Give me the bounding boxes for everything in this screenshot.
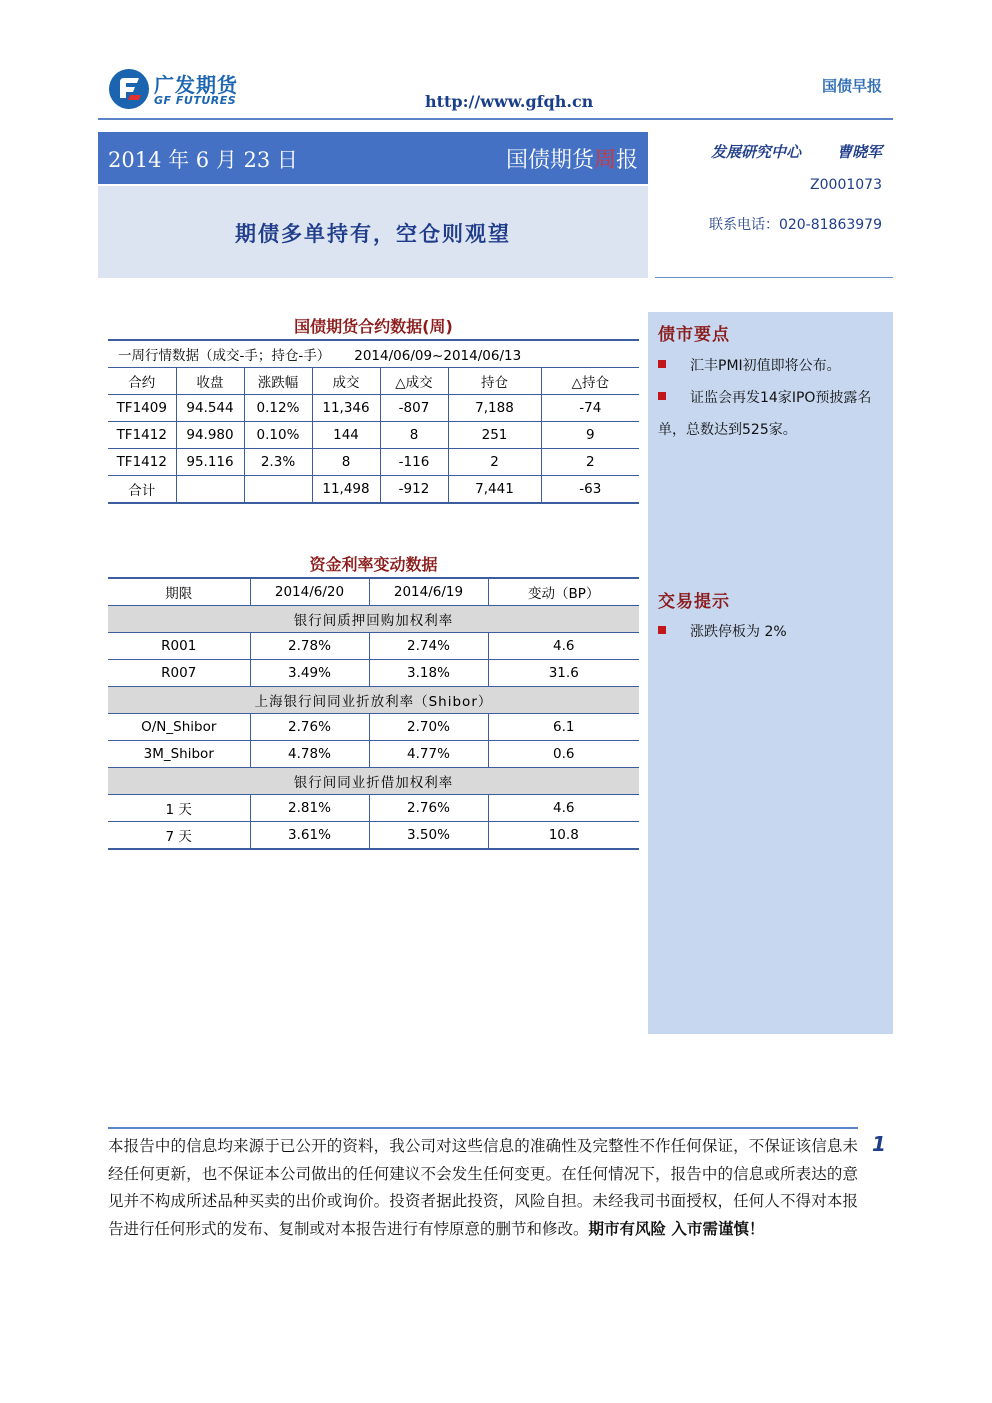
table-cell: 31.6 — [488, 660, 639, 687]
header-cell: 合约 — [108, 368, 176, 395]
table-cell: TF1412 — [108, 449, 176, 476]
table-cell: 11,346 — [312, 395, 380, 422]
page-number: 1 — [872, 1132, 886, 1156]
date-band — [98, 132, 648, 184]
table-cell: 2.74% — [369, 633, 488, 660]
table-cell: 94.980 — [176, 422, 244, 449]
table-cell: -116 — [380, 449, 448, 476]
header-cell: 涨跌幅 — [244, 368, 312, 395]
table-cell: -807 — [380, 395, 448, 422]
red-square-bullet-icon — [658, 626, 666, 634]
table-cell: R007 — [108, 660, 250, 687]
table-cell: 3.50% — [369, 822, 488, 850]
table-cell: 8 — [380, 422, 448, 449]
header-cell: 成交 — [312, 368, 380, 395]
trade-item — [658, 616, 880, 648]
header-cell: △成交 — [380, 368, 448, 395]
table-cell: 3M_Shibor — [108, 741, 250, 768]
headline: 期债多单持有，空仓则观望 — [235, 222, 511, 246]
table-cell — [244, 476, 312, 504]
table-cell: 2.81% — [250, 795, 369, 822]
section-row — [108, 768, 639, 795]
table-cell: TF1409 — [108, 395, 176, 422]
doc-type-label: 国债早报 — [821, 77, 882, 95]
table-cell: 2.3% — [244, 449, 312, 476]
bond-item — [658, 350, 880, 382]
author-dept: 发展研究中心 — [710, 143, 801, 161]
website-url[interactable]: http://www.gfqh.cn — [425, 92, 594, 111]
table-cell: 4.78% — [250, 741, 369, 768]
report-name-prefix: 国债期货 — [505, 148, 594, 173]
table-cell: -63 — [541, 476, 639, 504]
table-row — [108, 822, 639, 850]
table-row — [108, 660, 639, 687]
red-square-bullet-icon — [658, 392, 666, 400]
author-license-id: Z0001073 — [810, 177, 882, 193]
table-cell: 11,498 — [312, 476, 380, 504]
report-name-suffix: 报 — [615, 148, 638, 173]
table-row — [108, 714, 639, 741]
company-logo — [108, 68, 258, 112]
header-cell: 期限 — [108, 578, 250, 606]
table-row — [108, 422, 639, 449]
table-cell: 4.77% — [369, 741, 488, 768]
table-cell: 2.76% — [250, 714, 369, 741]
risk-warning: 期市有风险 入市需谨慎！ — [588, 1219, 765, 1238]
table-cell: 4.6 — [488, 633, 639, 660]
table-cell: 1 天 — [108, 795, 250, 822]
table-cell: 7,188 — [448, 395, 541, 422]
rates-table — [108, 577, 639, 850]
table-cell: 3.18% — [369, 660, 488, 687]
bond-market-heading: 债市要点 — [658, 325, 730, 345]
table-cell: 2 — [448, 449, 541, 476]
table-row — [108, 795, 639, 822]
period-cell — [108, 340, 639, 368]
table-cell: 251 — [448, 422, 541, 449]
table-header-row — [108, 368, 639, 395]
table-cell: 144 — [312, 422, 380, 449]
table-cell: 0.6 — [488, 741, 639, 768]
report-name — [506, 143, 638, 174]
header-cell: 变动（BP） — [488, 578, 639, 606]
author-phone: 联系电话：020-81863979 — [708, 217, 882, 233]
table-row — [108, 449, 639, 476]
bond-item — [658, 382, 880, 446]
table-cell: TF1412 — [108, 422, 176, 449]
header-cell: 2014/6/20 — [250, 578, 369, 606]
table-cell: 合计 — [108, 476, 176, 504]
table-row — [108, 395, 639, 422]
section-row — [108, 606, 639, 633]
section-title: 银行间质押回购加权利率 — [108, 606, 639, 633]
logo-cn-text: 广发期货 — [154, 73, 238, 97]
header-cell: 持仓 — [448, 368, 541, 395]
trade-tips-heading: 交易提示 — [658, 592, 730, 612]
contracts-table — [108, 339, 639, 504]
table-cell: 10.8 — [488, 822, 639, 850]
period-range: 2014/06/09~2014/06/13 — [354, 348, 522, 364]
header-cell: 2014/6/19 — [369, 578, 488, 606]
disclaimer — [108, 1133, 858, 1243]
header-cell: △持仓 — [541, 368, 639, 395]
table-row — [108, 633, 639, 660]
bond-item-text: 证监会再发14家IPO预披露名单，总数达到525家。 — [658, 390, 872, 438]
table-row — [108, 741, 639, 768]
table-cell: 8 — [312, 449, 380, 476]
table-cell: 0.10% — [244, 422, 312, 449]
header-divider — [98, 118, 893, 120]
table-cell: 3.61% — [250, 822, 369, 850]
table-header-row — [108, 578, 639, 606]
disclaimer-text: 本报告中的信息均来源于已公开的资料，我公司对这些信息的准确性及完整性不作任何保证，不保证该信息未经任何更新，也不保证本公司做出的任何建议不会发生任何变更。在任何情况下，报告中的信息或所表达的意见并不构成所述品种买卖的出价或询价。投资者据此投资，风险自担。未经我司书面授权，任何人不得对本报告进行任何形式的发布、复制或对本报告进行有悖原意的删节和修改。 — [108, 1137, 858, 1238]
headline-band — [98, 186, 648, 278]
period-row — [108, 340, 639, 368]
table-cell: 94.544 — [176, 395, 244, 422]
rates-table-title: 资金利率变动数据 — [309, 555, 438, 574]
table-cell: 7 天 — [108, 822, 250, 850]
table-cell: -74 — [541, 395, 639, 422]
footer-divider — [108, 1127, 858, 1129]
section-row — [108, 687, 639, 714]
report-name-highlight: 周 — [593, 148, 616, 173]
table-cell: R001 — [108, 633, 250, 660]
report-date: 2014 年 6 月 23 日 — [108, 148, 298, 172]
author-name: 曹晓军 — [836, 143, 882, 161]
table-cell: -912 — [380, 476, 448, 504]
table-cell: 6.1 — [488, 714, 639, 741]
table-cell: 3.49% — [250, 660, 369, 687]
table-cell: 4.6 — [488, 795, 639, 822]
trade-item-text: 涨跌停板为 2% — [690, 624, 787, 640]
section-title: 上海银行间同业折放利率（Shibor） — [108, 687, 639, 714]
period-label: 一周行情数据（成交-手；持仓-手） — [118, 348, 331, 364]
red-square-bullet-icon — [658, 360, 666, 368]
header-cell: 收盘 — [176, 368, 244, 395]
author-divider — [655, 277, 893, 278]
gf-logo-icon — [108, 68, 150, 110]
logo-en-text: GF FUTURES — [154, 94, 237, 107]
author-line — [711, 141, 882, 162]
total-row — [108, 476, 639, 504]
table-cell: O/N_Shibor — [108, 714, 250, 741]
contracts-table-title: 国债期货合约数据(周) — [294, 317, 453, 336]
section-title: 银行间同业折借加权利率 — [108, 768, 639, 795]
bond-item-text: 汇丰PMI初值即将公布。 — [690, 358, 841, 374]
table-cell: 2.76% — [369, 795, 488, 822]
table-cell — [176, 476, 244, 504]
table-cell: 2.70% — [369, 714, 488, 741]
table-cell: 7,441 — [448, 476, 541, 504]
table-cell: 0.12% — [244, 395, 312, 422]
table-cell: 2.78% — [250, 633, 369, 660]
table-cell: 2 — [541, 449, 639, 476]
table-cell: 9 — [541, 422, 639, 449]
table-cell: 95.116 — [176, 449, 244, 476]
sidebar — [648, 312, 893, 1034]
